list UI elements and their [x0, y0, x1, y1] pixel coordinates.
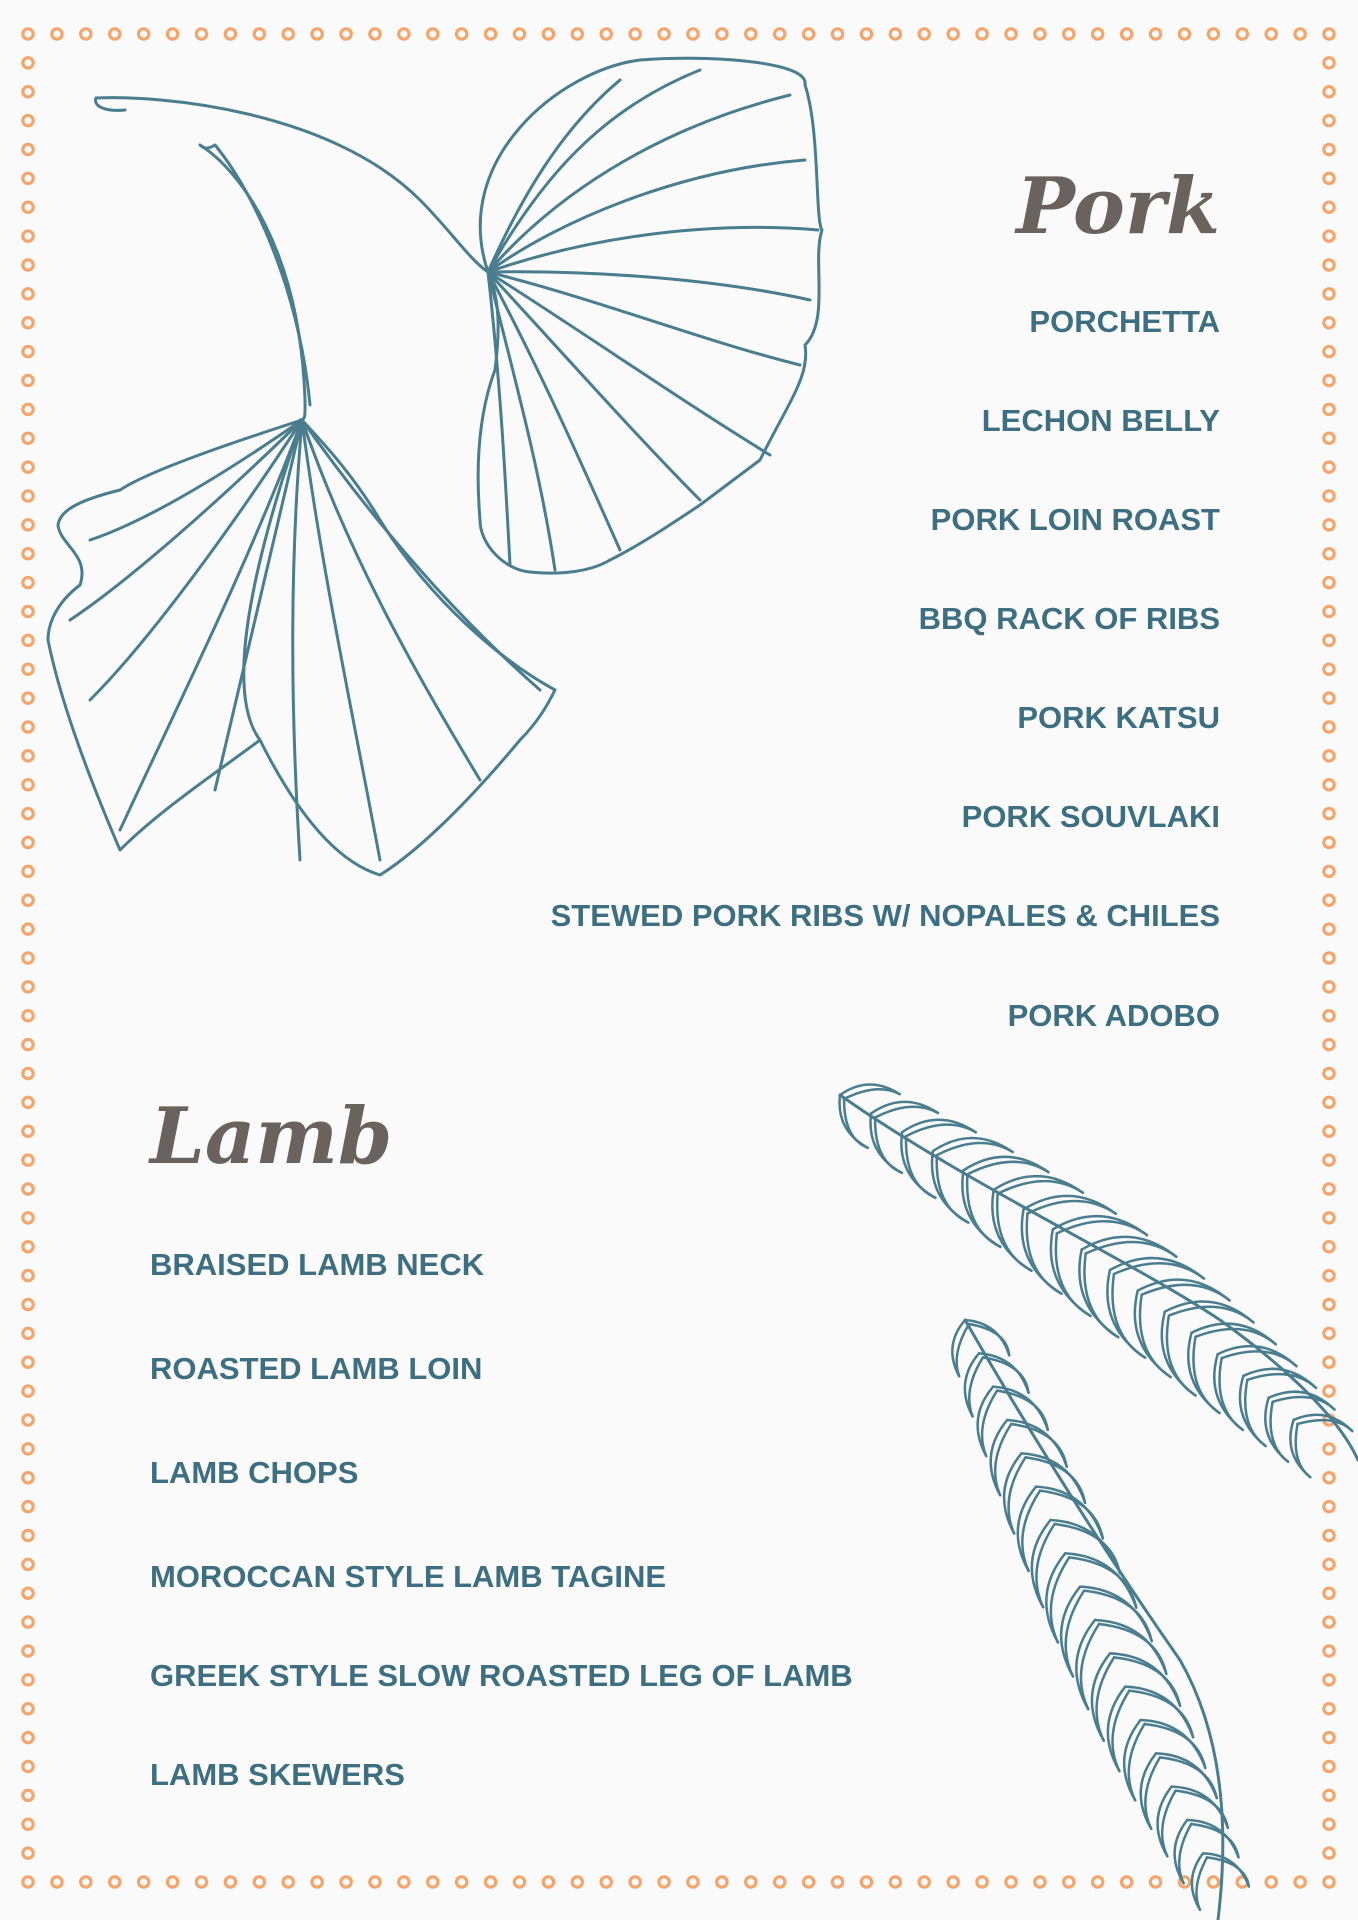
- menu-item: STEWED PORK RIBS W/ NOPALES & CHILES: [550, 898, 1220, 933]
- fern-leaflet: [1179, 1824, 1191, 1883]
- fern-leaflet: [1027, 1201, 1115, 1214]
- fern-leaflet: [1298, 1420, 1353, 1431]
- fern-leaflet: [1124, 1720, 1140, 1800]
- fern-leaflet: [1214, 1354, 1242, 1430]
- fern-leaflet: [1051, 1520, 1120, 1573]
- fern-leaflet: [1271, 1402, 1288, 1462]
- fern-leaflet: [1026, 1457, 1086, 1502]
- menu-item: ROASTED LAMB LOIN: [150, 1351, 483, 1386]
- menu-item: PORK SOUVLAKI: [961, 799, 1220, 834]
- fern-frond-lower: [952, 1320, 1249, 1920]
- menu-item: PORK LOIN ROAST: [930, 502, 1220, 537]
- menu-item: PORK ADOBO: [1007, 998, 1220, 1033]
- fern-leaflet: [1196, 1857, 1207, 1909]
- pork-heading: Pork: [1016, 161, 1220, 252]
- fern-leaflet: [1129, 1691, 1193, 1738]
- fern-leaflet: [1191, 1824, 1238, 1857]
- fern-leaflet: [1273, 1397, 1335, 1409]
- fern-leaflet: [1222, 1351, 1297, 1366]
- fern-leaflet: [1110, 1653, 1180, 1706]
- fern-leaflet: [1145, 1724, 1206, 1768]
- fern-leaflet: [1023, 1196, 1115, 1214]
- menu-item: LAMB CHOPS: [150, 1455, 359, 1490]
- fern-leaflet: [1108, 1687, 1125, 1771]
- menu-item: MOROCCAN STYLE LAMB TAGINE: [150, 1559, 667, 1594]
- fern-leaflet: [1265, 1398, 1288, 1462]
- fern-leaflet: [1207, 1857, 1249, 1886]
- fern-leaflet: [1022, 1453, 1086, 1502]
- fern-leaflet: [998, 1181, 1083, 1194]
- lamb-heading: Lamb: [150, 1091, 393, 1182]
- menu-item: BRAISED LAMB NECK: [150, 1247, 485, 1282]
- fern-leaflet: [1240, 1376, 1266, 1446]
- fern-leaflet: [1167, 1316, 1195, 1396]
- menu-item: PORCHETTA: [1029, 304, 1220, 339]
- fern-leaflet: [1086, 1242, 1177, 1257]
- fern-leaflet: [1125, 1687, 1193, 1738]
- fern-leaflet: [1290, 1420, 1310, 1477]
- fern-leaflet: [1080, 1587, 1152, 1641]
- menu-item: GREEK STYLE SLOW ROASTED LEG OF LAMB: [150, 1658, 853, 1693]
- fern-leaflet: [1296, 1424, 1311, 1477]
- menu-item: BBQ RACK OF RIBS: [918, 601, 1220, 636]
- fern-leaflet: [978, 1387, 993, 1456]
- fern-leaflet: [957, 1324, 969, 1376]
- fern-leaflet: [1095, 1620, 1166, 1674]
- lamb-menu-list: [150, 0, 950, 1900]
- fern-leaflet: [993, 1387, 1048, 1430]
- fern-leaflet: [1247, 1374, 1316, 1388]
- menu-item: PORK KATSU: [1017, 700, 1220, 735]
- menu-item: LECHON BELLY: [981, 403, 1220, 438]
- fern-leaflet: [1245, 1380, 1265, 1446]
- menu-item: LAMB SKEWERS: [150, 1757, 405, 1792]
